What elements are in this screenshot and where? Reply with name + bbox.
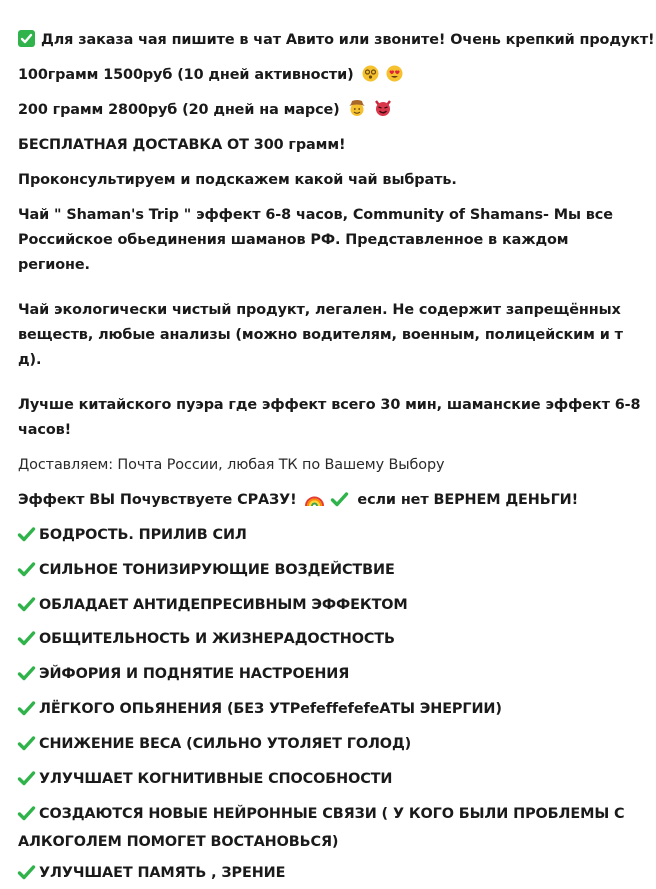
heavy-check-mark-icon <box>18 735 35 760</box>
effect-text: Эффект ВЫ Почувствуете СРАЗУ! <box>18 492 297 508</box>
consult-line: Проконсультируем и подскажем какой чай выбрать. <box>18 172 457 188</box>
heavy-check-mark-icon <box>18 596 35 621</box>
heavy-check-mark-icon <box>18 805 35 830</box>
price-100g-text: 100грамм 1500руб (10 дней активности) <box>18 67 354 83</box>
benefit-label: СИЛЬНОЕ ТОНИЗИРУЮЩИЕ ВОЗДЕЙСТВИЕ <box>39 562 395 578</box>
benefit-label: УЛУЧШАЕТ ПАМЯТЬ , ЗРЕНИЕ <box>39 865 286 881</box>
benefit-item <box>18 558 643 586</box>
benefit-item <box>18 593 643 621</box>
benefit-label: ОБЛАДАЕТ АНТИДЕПРЕСИВНЫМ ЭФФЕКТОМ <box>39 597 408 613</box>
effect-line <box>18 488 643 516</box>
benefit-label: ОБЩИТЕЛЬНОСТЬ И ЖИЗНЕРАДОСТНОСТЬ <box>39 631 395 647</box>
heavy-check-mark-icon <box>331 491 348 516</box>
benefit-label: СОЗДАЮТСЯ НОВЫЕ НЕЙРОННЫЕ СВЯЗИ ( У КОГО БЫЛИ ПРОБЛЕМЫ С АЛКОГОЛЕМ ПОМОГЕТ ВОСТАНОВЬСЯ) <box>18 806 625 850</box>
price-200g-text: 200 грамм 2800руб (20 дней на марсе) <box>18 102 340 118</box>
heavy-check-mark-icon <box>18 700 35 725</box>
smiling-devil-icon <box>374 99 392 126</box>
price-200g <box>18 98 643 126</box>
eco-paragraph: Чай экологически чистый продукт, легален. Не содержит запрещённых веществ, любые анализы (можно водителям, военным, полицейским и т д). <box>18 302 623 368</box>
heavy-check-mark-icon <box>18 864 35 889</box>
cowboy-face-icon <box>348 99 366 126</box>
benefit-label: БОДРОСТЬ. ПРИЛИВ СИЛ <box>39 527 247 543</box>
order-text: Для заказа чая пишите в чат Авито или звоните! Очень крепкий продукт! <box>41 32 655 48</box>
order-line <box>18 28 655 53</box>
money-back-text: если нет ВЕРНЕМ ДЕНЬГИ! <box>357 492 579 508</box>
benefit-item <box>18 662 643 690</box>
benefit-label: СНИЖЕНИЕ ВЕСА (СИЛЬНО УТОЛЯЕТ ГОЛОД) <box>39 736 412 752</box>
benefit-label: ЭЙФОРИЯ И ПОДНЯТИЕ НАСТРОЕНИЯ <box>39 666 350 682</box>
benefit-item <box>18 861 643 889</box>
dizzy-face-icon <box>362 65 379 91</box>
heavy-check-mark-icon <box>18 630 35 655</box>
better-than-puer-paragraph: Лучше китайского пуэра где эффект всего 30 мин, шаманские эффект 6-8 часов! <box>18 397 641 438</box>
heavy-check-mark-icon <box>18 526 35 551</box>
benefit-item <box>18 767 643 795</box>
heavy-check-mark-icon <box>18 561 35 586</box>
delivery-methods: Доставляем: Почта России, любая ТК по Вашему Выбору <box>18 457 445 473</box>
white-check-mark-icon <box>18 30 35 47</box>
free-delivery: БЕСПЛАТНАЯ ДОСТАВКА ОТ 300 грамм! <box>18 137 346 153</box>
price-100g <box>18 63 643 91</box>
shamans-trip-paragraph: Чай " Shaman's Trip " эффект 6-8 часов, Community of Shamans- Мы все Российское обьединения шаманов РФ. Представленное в каждом регионе. <box>18 207 613 273</box>
benefit-item <box>18 697 643 725</box>
benefit-item <box>18 802 643 855</box>
benefit-label: ЛЁГКОГО ОПЬЯНЕНИЯ (БЕЗ УТРefeffefefeАТЫ ЭНЕРГИИ) <box>39 701 502 717</box>
benefit-item <box>18 732 643 760</box>
rainbow-icon <box>305 491 324 516</box>
benefit-label: УЛУЧШАЕТ КОГНИТИВНЫЕ СПОСОБНОСТИ <box>39 771 393 787</box>
benefit-item <box>18 523 643 551</box>
benefit-item <box>18 627 643 655</box>
heavy-check-mark-icon <box>18 665 35 690</box>
heart-eyes-icon <box>386 65 403 91</box>
heavy-check-mark-icon <box>18 770 35 795</box>
